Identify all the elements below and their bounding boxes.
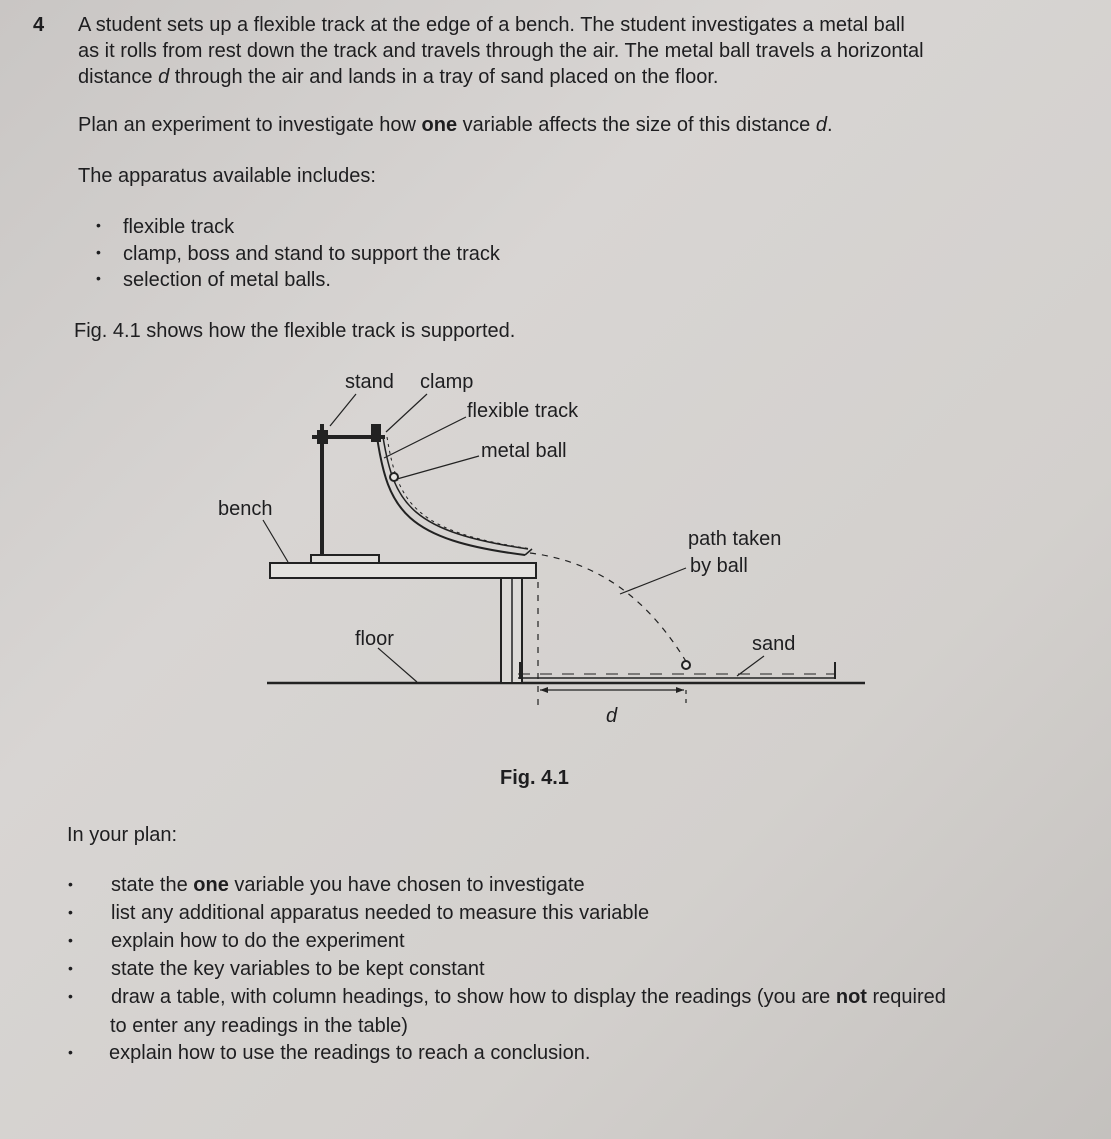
label-stand: stand	[345, 371, 394, 393]
plan-item-6: explain how to use the readings to reach a conclusion.	[109, 1042, 591, 1064]
label-by-ball: by ball	[690, 555, 748, 577]
plan-item-5: draw a table, with column headings, to show how to display the readings (you are not required	[111, 986, 946, 1008]
figure-intro: Fig. 4.1 shows how the flexible track is supported.	[74, 320, 516, 342]
apparatus-intro: The apparatus available includes:	[78, 165, 376, 187]
bullet-icon: •	[68, 904, 73, 920]
bullet-icon: •	[96, 270, 101, 286]
plan-item-5-continued: to enter any readings in the table)	[110, 1015, 408, 1037]
ball-path	[530, 553, 690, 668]
label-floor: floor	[355, 628, 394, 650]
intro-line-2: as it rolls from rest down the track and travels through the air. The metal ball travels a horizontal	[78, 40, 924, 62]
bullet-icon: •	[68, 876, 73, 892]
intro-line-1: A student sets up a flexible track at the edge of a bench. The student investigates a metal ball	[78, 14, 905, 36]
label-d: d	[606, 705, 618, 727]
apparatus-item: selection of metal balls.	[123, 269, 331, 291]
plan-item-2: list any additional apparatus needed to measure this variable	[111, 902, 650, 924]
intro-line-3: distance d through the air and lands in a tray of sand placed on the floor.	[78, 66, 719, 88]
figure-caption: Fig. 4.1	[500, 767, 569, 789]
metal-ball	[390, 473, 398, 481]
plan-item-1: state the one variable you have chosen to investigate	[111, 874, 585, 896]
label-path-taken: path taken	[688, 528, 782, 550]
stand-base	[311, 555, 379, 563]
bullet-icon: •	[68, 932, 73, 948]
question-number: 4	[33, 14, 45, 36]
label-flexible-track: flexible track	[467, 400, 579, 422]
bullet-icon: •	[96, 217, 101, 233]
apparatus-item: clamp, boss and stand to support the track	[123, 243, 500, 265]
plan-item-4: state the key variables to be kept constant	[111, 958, 485, 980]
plan-instruction: Plan an experiment to investigate how one variable affects the size of this distance d.	[78, 114, 833, 136]
bullet-icon: •	[96, 244, 101, 260]
label-clamp: clamp	[420, 371, 474, 393]
bullet-icon: •	[68, 1044, 73, 1060]
bullet-icon: •	[68, 960, 73, 976]
bench-top	[270, 563, 536, 578]
apparatus-item: flexible track	[123, 216, 235, 238]
bullet-icon: •	[68, 988, 73, 1004]
label-bench: bench	[218, 498, 273, 520]
label-metal-ball: metal ball	[481, 440, 567, 462]
plan-heading: In your plan:	[67, 824, 178, 846]
plan-item-3: explain how to do the experiment	[111, 930, 405, 952]
label-sand: sand	[752, 633, 796, 655]
